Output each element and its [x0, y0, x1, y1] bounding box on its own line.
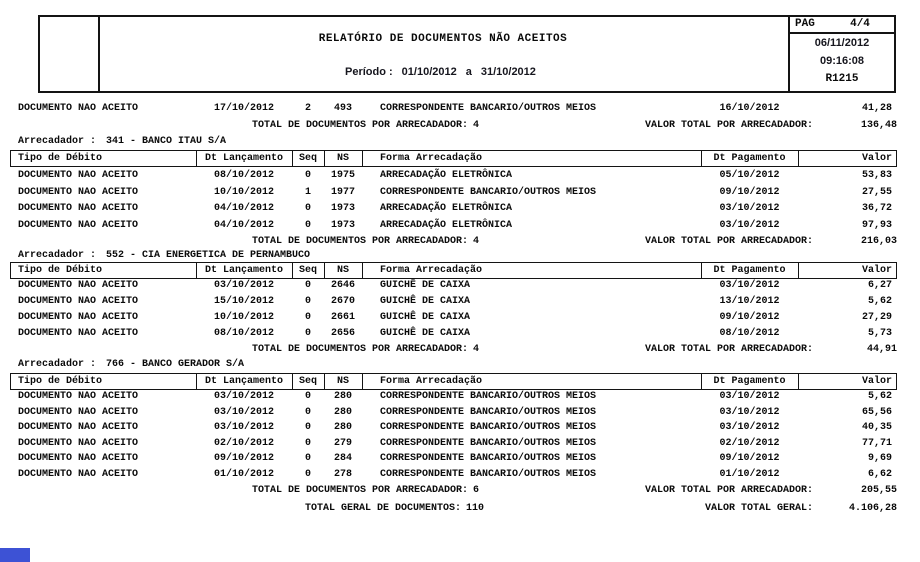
table-row-cell: 09/10/2012 [719, 312, 780, 323]
table-row-cell: 03/10/2012 [213, 422, 274, 433]
section-total-docs-value: 4 [473, 344, 480, 355]
table-row-cell: GUICHÊ DE CAIXA [380, 280, 471, 291]
page-value: 4/4 [850, 18, 870, 30]
table-row-cell: 2670 [330, 296, 355, 307]
table-row-cell: DOCUMENTO NAO ACEITO [18, 296, 139, 307]
table-row-cell: ARRECADAÇÃO ELETRÔNICA [380, 170, 513, 181]
table-row-cell: 08/10/2012 [213, 170, 274, 181]
column-header: Tipo de Débito [18, 153, 103, 164]
grand-total-valor-value: 4.106,28 [848, 503, 897, 514]
table-row-cell: DOCUMENTO NAO ACEITO [18, 328, 139, 339]
table-row-cell: DOCUMENTO NAO ACEITO [18, 391, 139, 402]
table-row-cell: 0 [304, 280, 311, 291]
table-row-cell: 0 [304, 296, 311, 307]
table-row-cell: DOCUMENTO NAO ACEITO [18, 203, 139, 214]
table-row-cell: 280 [333, 422, 352, 433]
column-header: Seq [298, 265, 317, 276]
table-row-cell: 0 [304, 453, 311, 464]
column-header: Forma Arrecadação [380, 265, 483, 276]
period-line [345, 67, 536, 78]
page-label: PAG [795, 18, 815, 30]
table-row-cell: ARRECADAÇÃO ELETRÔNICA [380, 220, 513, 231]
table-row-cell: 53,83 [861, 170, 892, 181]
table-row-cell: 03/10/2012 [719, 422, 780, 433]
arrecadador-name: 766 - BANCO GERADOR S/A [106, 359, 245, 370]
table-row-cell: 17/10/2012 [213, 103, 274, 114]
section-total-docs-label: TOTAL DE DOCUMENTOS POR ARRECADADOR: [252, 236, 469, 247]
column-header: Valor [861, 153, 892, 164]
table-row-cell: 08/10/2012 [719, 328, 780, 339]
arrecadador-label: Arrecadador : [18, 136, 97, 147]
column-header: Dt Pagamento [713, 265, 786, 276]
column-header: Dt Lançamento [204, 376, 283, 387]
arrecadador-name: 552 - CIA ENERGETICA DE PERNAMBUCO [106, 250, 311, 261]
table-row-cell: 0 [304, 220, 311, 231]
table-row-cell: 04/10/2012 [213, 220, 274, 231]
period-start-date: 01/10/2012 [401, 66, 457, 78]
arrecadador-line [18, 360, 244, 370]
table-row-cell: 16/10/2012 [719, 103, 780, 114]
table-row-cell: DOCUMENTO NAO ACEITO [18, 220, 139, 231]
table-row-cell: CORRESPONDENTE BANCARIO/OUTROS MEIOS [380, 407, 597, 418]
arrecadador-line [18, 251, 310, 261]
table-row-cell: 0 [304, 312, 311, 323]
table-row-cell: 09/10/2012 [213, 453, 274, 464]
table-row-cell: 27,29 [861, 312, 892, 323]
table-row-cell: 0 [304, 438, 311, 449]
table-row-cell: 02/10/2012 [213, 438, 274, 449]
period-label: Período : [345, 66, 393, 78]
table-row-cell: 10/10/2012 [213, 187, 274, 198]
table-row-cell: GUICHÊ DE CAIXA [380, 328, 471, 339]
table-row-cell: 03/10/2012 [719, 280, 780, 291]
table-row-cell: 77,71 [861, 438, 892, 449]
table-row-cell: 1975 [330, 170, 355, 181]
table-row-cell: 280 [333, 391, 352, 402]
table-row-cell: DOCUMENTO NAO ACEITO [18, 407, 139, 418]
report-title: RELATÓRIO DE DOCUMENTOS NÃO ACEITOS [318, 33, 568, 45]
arrecadador-label: Arrecadador : [18, 359, 97, 370]
table-row-cell: 493 [333, 103, 352, 114]
column-header: NS [336, 265, 349, 276]
report-header-box [38, 15, 896, 93]
column-header: Tipo de Débito [18, 265, 103, 276]
column-header: Tipo de Débito [18, 376, 103, 387]
section-total-docs-value: 4 [473, 120, 480, 131]
table-row-cell: 0 [304, 328, 311, 339]
section-total-docs-label: TOTAL DE DOCUMENTOS POR ARRECADADOR: [252, 344, 469, 355]
table-row-cell: 5,73 [867, 328, 892, 339]
column-header: Dt Lançamento [204, 153, 283, 164]
table-row-cell: DOCUMENTO NAO ACEITO [18, 280, 139, 291]
table-row-cell: 280 [333, 407, 352, 418]
table-row-cell: 0 [304, 469, 311, 480]
pag-divider-line [790, 32, 894, 34]
section-total-docs-label: TOTAL DE DOCUMENTOS POR ARRECADADOR: [252, 120, 469, 131]
table-row-cell: 01/10/2012 [719, 469, 780, 480]
column-header: NS [336, 376, 349, 387]
grand-total-valor-label: VALOR TOTAL GERAL: [704, 503, 813, 514]
column-header: Forma Arrecadação [380, 153, 483, 164]
table-row-cell: ARRECADAÇÃO ELETRÔNICA [380, 203, 513, 214]
table-row-cell: 03/10/2012 [719, 391, 780, 402]
section-total-docs-line [252, 237, 479, 247]
header-divider-left [98, 17, 100, 91]
table-row-cell: 284 [333, 453, 352, 464]
table-row-cell: DOCUMENTO NAO ACEITO [18, 170, 139, 181]
table-row-cell: 08/10/2012 [213, 328, 274, 339]
table-row-cell: DOCUMENTO NAO ACEITO [18, 187, 139, 198]
section-total-valor-label: VALOR TOTAL POR ARRECADADOR: [644, 120, 813, 131]
table-row-cell: CORRESPONDENTE BANCARIO/OUTROS MEIOS [380, 391, 597, 402]
table-row-cell: CORRESPONDENTE BANCARIO/OUTROS MEIOS [380, 438, 597, 449]
section-total-docs-label: TOTAL DE DOCUMENTOS POR ARRECADADOR: [252, 485, 469, 496]
table-row-cell: 09/10/2012 [719, 453, 780, 464]
table-row-cell: 65,56 [861, 407, 892, 418]
table-row-cell: 9,69 [867, 453, 892, 464]
table-row-cell: 0 [304, 391, 311, 402]
table-row-cell: CORRESPONDENTE BANCARIO/OUTROS MEIOS [380, 103, 597, 114]
column-header: Valor [861, 376, 892, 387]
table-row-cell: CORRESPONDENTE BANCARIO/OUTROS MEIOS [380, 453, 597, 464]
table-row-cell: DOCUMENTO NAO ACEITO [18, 453, 139, 464]
section-total-docs-value: 4 [473, 236, 480, 247]
table-row-cell: 03/10/2012 [213, 391, 274, 402]
column-header: Forma Arrecadação [380, 376, 483, 387]
period-end-date: 31/10/2012 [480, 66, 536, 78]
table-row-cell: 03/10/2012 [213, 407, 274, 418]
table-row-cell: 10/10/2012 [213, 312, 274, 323]
section-total-valor-label: VALOR TOTAL POR ARRECADADOR: [644, 485, 813, 496]
column-header: NS [336, 153, 349, 164]
table-row-cell: GUICHÊ DE CAIXA [380, 296, 471, 307]
table-row-cell: 40,35 [861, 422, 892, 433]
column-header: Dt Lançamento [204, 265, 283, 276]
arrecadador-label: Arrecadador : [18, 250, 97, 261]
table-row-cell: 02/10/2012 [719, 438, 780, 449]
section-total-valor-label: VALOR TOTAL POR ARRECADADOR: [644, 236, 813, 247]
table-row-cell: 1973 [330, 203, 355, 214]
table-row-cell: GUICHÊ DE CAIXA [380, 312, 471, 323]
table-row-cell: 278 [333, 469, 352, 480]
column-header: Dt Pagamento [713, 153, 786, 164]
page-corner-marker [0, 548, 30, 562]
table-row-cell: 2661 [330, 312, 355, 323]
table-row-cell: DOCUMENTO NAO ACEITO [18, 438, 139, 449]
section-total-valor-value: 216,03 [860, 236, 897, 247]
table-row-cell: CORRESPONDENTE BANCARIO/OUTROS MEIOS [380, 422, 597, 433]
section-total-docs-value: 6 [473, 485, 480, 496]
table-row-cell: 0 [304, 422, 311, 433]
table-row-cell: 03/10/2012 [719, 203, 780, 214]
table-row-cell: 04/10/2012 [213, 203, 274, 214]
table-row-cell: 279 [333, 438, 352, 449]
arrecadador-line [18, 137, 226, 147]
table-row-cell: 41,28 [861, 103, 892, 114]
table-row-cell: 6,62 [867, 469, 892, 480]
table-row-cell: CORRESPONDENTE BANCARIO/OUTROS MEIOS [380, 187, 597, 198]
table-row-cell: 03/10/2012 [719, 220, 780, 231]
table-row-cell: 05/10/2012 [719, 170, 780, 181]
table-row-cell: 0 [304, 407, 311, 418]
table-row-cell: CORRESPONDENTE BANCARIO/OUTROS MEIOS [380, 469, 597, 480]
table-row-cell: 0 [304, 203, 311, 214]
table-row-cell: 1 [304, 187, 311, 198]
table-row-cell: 5,62 [867, 391, 892, 402]
column-header: Valor [861, 265, 892, 276]
column-header: Seq [298, 376, 317, 387]
section-total-docs-line [252, 486, 479, 496]
section-total-docs-line [252, 121, 479, 131]
table-row-cell: 13/10/2012 [719, 296, 780, 307]
table-row-cell: 2 [304, 103, 311, 114]
report-time: 09:16:08 [819, 55, 865, 67]
table-row-cell: 09/10/2012 [719, 187, 780, 198]
grand-total-docs-label: TOTAL GERAL DE DOCUMENTOS: [305, 503, 462, 514]
section-total-docs-line [252, 345, 479, 355]
table-row-cell: DOCUMENTO NAO ACEITO [18, 422, 139, 433]
column-header: Seq [298, 153, 317, 164]
grand-total-docs-line [305, 504, 484, 514]
table-row-cell: 0 [304, 170, 311, 181]
table-row-cell: 1973 [330, 220, 355, 231]
table-row-cell: 2656 [330, 328, 355, 339]
section-total-valor-value: 136,48 [860, 120, 897, 131]
table-row-cell: 03/10/2012 [719, 407, 780, 418]
table-row-cell: 01/10/2012 [213, 469, 274, 480]
table-row-cell: 1977 [330, 187, 355, 198]
section-total-valor-value: 205,55 [860, 485, 897, 496]
table-row-cell: 6,27 [867, 280, 892, 291]
section-total-valor-value: 44,91 [866, 344, 897, 355]
arrecadador-name: 341 - BANCO ITAU S/A [106, 136, 227, 147]
table-row-cell: DOCUMENTO NAO ACEITO [18, 469, 139, 480]
table-row-cell: 5,62 [867, 296, 892, 307]
table-row-cell: 27,55 [861, 187, 892, 198]
table-row-cell: 15/10/2012 [213, 296, 274, 307]
table-row-cell: DOCUMENTO NAO ACEITO [18, 103, 139, 114]
table-row-cell: 36,72 [861, 203, 892, 214]
column-header: Dt Pagamento [713, 376, 786, 387]
grand-total-docs-value: 110 [466, 503, 485, 514]
table-row-cell: 2646 [330, 280, 355, 291]
report-code: R1215 [825, 73, 859, 85]
section-total-valor-label: VALOR TOTAL POR ARRECADADOR: [644, 344, 813, 355]
table-row-cell: DOCUMENTO NAO ACEITO [18, 312, 139, 323]
period-connector: a [465, 66, 472, 78]
table-row-cell: 03/10/2012 [213, 280, 274, 291]
report-date: 06/11/2012 [814, 37, 870, 49]
table-row-cell: 97,93 [861, 220, 892, 231]
